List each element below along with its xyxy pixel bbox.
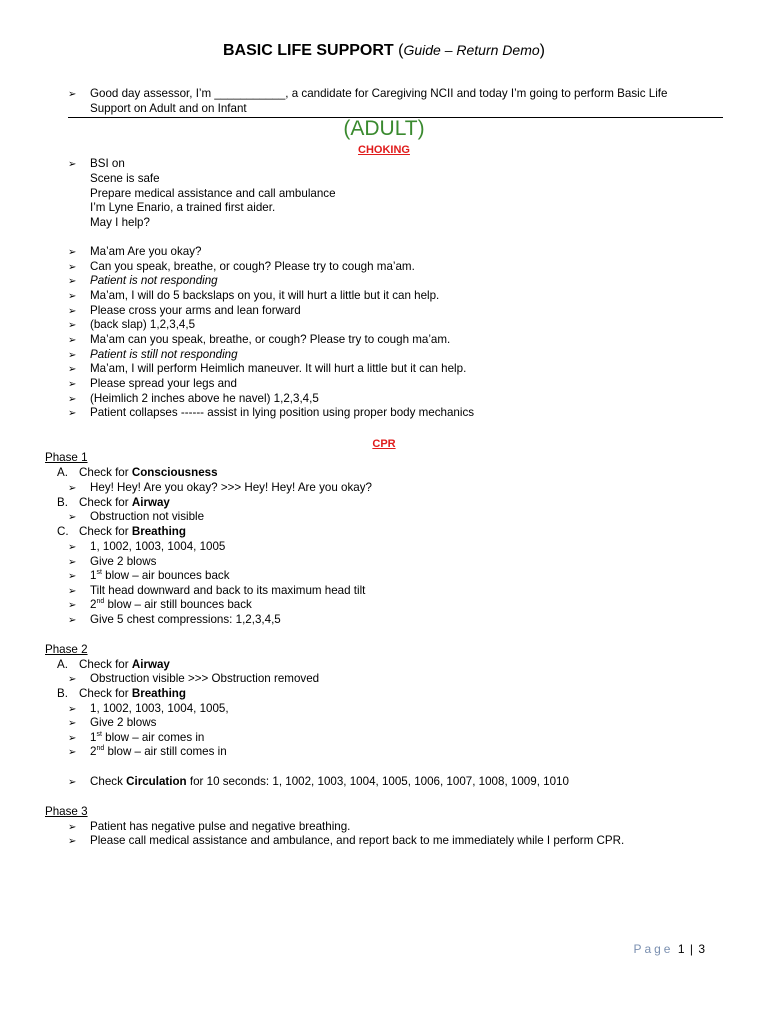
phase2-second-blow: 2nd blow – air still comes in bbox=[90, 745, 227, 758]
bullet-icon: ➢ bbox=[68, 704, 77, 715]
phase-3-label: Phase 3 bbox=[45, 805, 88, 818]
footer-page-word: Page bbox=[633, 942, 674, 956]
choking-step: Patient collapses ------ assist in lying position using proper body mechanics bbox=[90, 406, 475, 419]
footer-current-page: 1 bbox=[677, 942, 686, 956]
bullet-icon: ➢ bbox=[68, 571, 77, 582]
phase1-a-heading: Check for Consciousness bbox=[79, 466, 218, 479]
title-guide-text: Guide – Return Demo bbox=[403, 42, 540, 58]
bullet-icon: ➢ bbox=[68, 718, 77, 729]
phase1-a-prefix: A. bbox=[57, 466, 68, 479]
phase1-c-first-blow: 1st blow – air bounces back bbox=[90, 569, 230, 582]
bullet-icon: ➢ bbox=[68, 836, 77, 847]
bullet-icon: ➢ bbox=[68, 586, 77, 597]
title-main: BASIC LIFE SUPPORT bbox=[223, 42, 394, 59]
phase2-a-item: Obstruction visible >>> Obstruction removed bbox=[90, 672, 320, 685]
choking-step: Ma’am can you speak, breathe, or cough? Please try to cough ma’am. bbox=[90, 333, 451, 346]
bsi-line: Prepare medical assistance and call ambulance bbox=[90, 187, 336, 200]
phase2-give: Give 2 blows bbox=[90, 716, 157, 729]
bullet-icon: ➢ bbox=[68, 276, 77, 287]
cpr-heading: CPR bbox=[372, 438, 396, 450]
phase2-b-prefix: B. bbox=[57, 687, 68, 700]
bullet-icon: ➢ bbox=[68, 262, 77, 273]
bullet-icon: ➢ bbox=[68, 379, 77, 390]
bullet-icon: ➢ bbox=[68, 306, 77, 317]
bullet-icon: ➢ bbox=[68, 733, 77, 744]
phase1-c-tilt: Tilt head downward and back to its maximum head tilt bbox=[90, 584, 366, 597]
choking-step: Ma’am, I will do 5 backslaps on you, it will hurt a little but it can help. bbox=[90, 289, 440, 302]
bullet-icon: ➢ bbox=[68, 394, 77, 405]
adult-heading: (ADULT) bbox=[343, 117, 425, 140]
bullet-icon: ➢ bbox=[68, 512, 77, 523]
phase1-c-prefix: C. bbox=[57, 525, 69, 538]
phase-1-label: Phase 1 bbox=[45, 451, 88, 464]
phase1-a-item: Hey! Hey! Are you okay? >>> Hey! Hey! Are you okay? bbox=[90, 481, 372, 494]
page-title bbox=[0, 40, 768, 61]
phase1-c-second-blow: 2nd blow – air still bounces back bbox=[90, 598, 252, 611]
phase2-count: 1, 1002, 1003, 1004, 1005, bbox=[90, 702, 229, 715]
intro-line-2: Support on Adult and on Infant bbox=[90, 102, 247, 115]
bullet-icon: ➢ bbox=[68, 291, 77, 302]
bullet-icon: ➢ bbox=[68, 822, 77, 833]
intro-line-1: Good day assessor, I’m ___________, a candidate for Caregiving NCII and today I’m going to perform Basic Life bbox=[90, 87, 668, 100]
bullet-icon: ➢ bbox=[68, 320, 77, 331]
choking-step: (Heimlich 2 inches above he navel) 1,2,3,4,5 bbox=[90, 392, 319, 405]
phase2-first-blow: 1st blow – air comes in bbox=[90, 731, 205, 744]
choking-step: Please spread your legs and bbox=[90, 377, 237, 390]
phase1-c-count: 1, 1002, 1003, 1004, 1005 bbox=[90, 540, 226, 553]
bullet-icon: ➢ bbox=[68, 89, 77, 100]
phase1-c-heading: Check for Breathing bbox=[79, 525, 186, 538]
bsi-line: I’m Lyne Enario, a trained first aider. bbox=[90, 201, 276, 214]
bullet-icon: ➢ bbox=[68, 777, 77, 788]
phase3-item: Please call medical assistance and ambulance, and report back to me immediately while I perform CPR. bbox=[90, 834, 625, 847]
choking-heading: CHOKING bbox=[358, 144, 410, 156]
phase1-b-heading: Check for Airway bbox=[79, 496, 170, 509]
bullet-icon: ➢ bbox=[68, 350, 77, 361]
choking-step: Ma’am, I will perform Heimlich maneuver. It will hurt a little but it can help. bbox=[90, 362, 467, 375]
bsi-line: Scene is safe bbox=[90, 172, 160, 185]
phase1-b-item: Obstruction not visible bbox=[90, 510, 205, 523]
bullet-icon: ➢ bbox=[68, 483, 77, 494]
phase1-c-chest: Give 5 chest compressions: 1,2,3,4,5 bbox=[90, 613, 281, 626]
bullet-icon: ➢ bbox=[68, 335, 77, 346]
choking-step: Patient is still not responding bbox=[90, 348, 238, 361]
phase-2-label: Phase 2 bbox=[45, 643, 88, 656]
bullet-icon: ➢ bbox=[68, 674, 77, 685]
choking-step: Please cross your arms and lean forward bbox=[90, 304, 301, 317]
page-footer: Page 1 | 3 bbox=[633, 942, 706, 956]
phase2-a-prefix: A. bbox=[57, 658, 68, 671]
bullet-icon: ➢ bbox=[68, 747, 77, 758]
choking-step: (back slap) 1,2,3,4,5 bbox=[90, 318, 196, 331]
bsi-line: May I help? bbox=[90, 216, 150, 229]
bullet-icon: ➢ bbox=[68, 600, 77, 611]
footer-total-pages: 3 bbox=[698, 942, 706, 956]
choking-step: Patient is not responding bbox=[90, 274, 218, 287]
choking-step: Can you speak, breathe, or cough? Please try to cough ma’am. bbox=[90, 260, 415, 273]
phase2-b-heading: Check for Breathing bbox=[79, 687, 186, 700]
bsi-line: BSI on bbox=[90, 157, 125, 170]
bullet-icon: ➢ bbox=[68, 408, 77, 419]
bullet-icon: ➢ bbox=[68, 247, 77, 258]
phase1-c-give: Give 2 blows bbox=[90, 555, 157, 568]
phase2-circulation: Check Circulation for 10 seconds: 1, 1002, 1003, 1004, 1005, 1006, 1007, 1008, 1009, 1010 bbox=[90, 775, 569, 788]
bullet-icon: ➢ bbox=[68, 364, 77, 375]
title-subtitle: (Guide – Return Demo) bbox=[398, 42, 545, 59]
phase3-item: Patient has negative pulse and negative breathing. bbox=[90, 820, 351, 833]
phase2-a-heading: Check for Airway bbox=[79, 658, 170, 671]
bullet-icon: ➢ bbox=[68, 159, 77, 170]
phase1-b-prefix: B. bbox=[57, 496, 68, 509]
bullet-icon: ➢ bbox=[68, 542, 77, 553]
bullet-icon: ➢ bbox=[68, 615, 77, 626]
bullet-icon: ➢ bbox=[68, 557, 77, 568]
choking-step: Ma’am Are you okay? bbox=[90, 245, 202, 258]
